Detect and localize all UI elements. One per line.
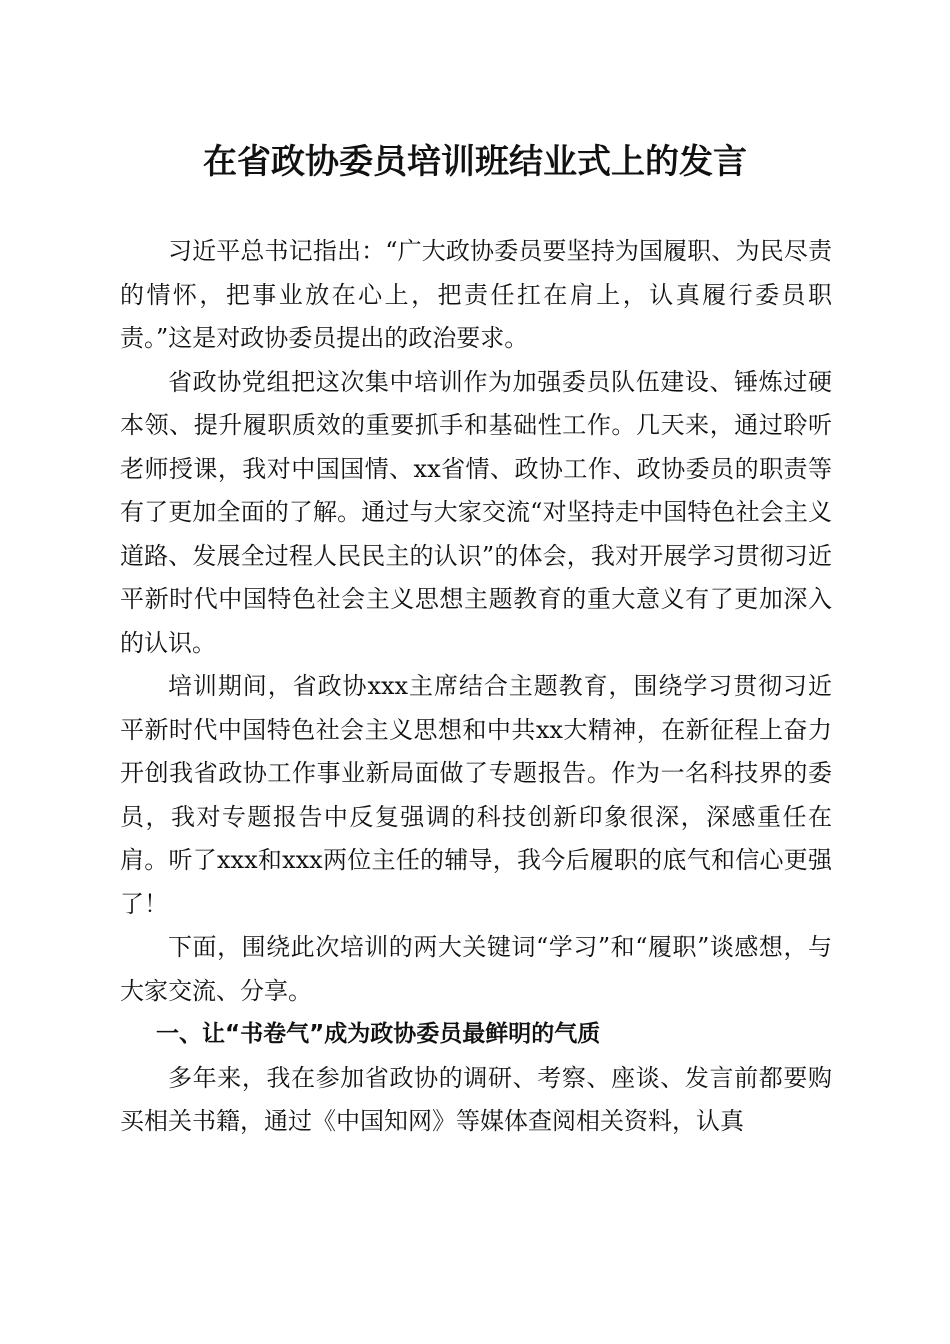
paragraph-quote: 习近平总书记指出：“广大政协委员要坚持为国履职、为民尽责的情怀，把事业放在心上，把责任扛在肩上，认真履行委员职责。”这是对政协委员提出的政治要求。: [120, 237, 832, 352]
paragraph-keywords: 下面，围绕此次培训的两大关键词“学习”和“履职”谈感想，与大家交流、分享。: [120, 933, 832, 1005]
document-title: 在省政协委员培训班结业式上的发言: [203, 142, 747, 182]
section-heading: 一、让“书卷气”成为政协委员最鲜明的气质: [156, 1021, 601, 1047]
document-body: [120, 230, 832, 1144]
paragraph-section-one: 多年来，我在参加省政协的调研、考察、座谈、发言前都要购买相关书籍，通过《中国知网》等媒体查阅相关资料，认真: [120, 1063, 832, 1135]
paragraph-training-overview: 省政协党组把这次集中培训作为加强委员队伍建设、锤炼过硬本领、提升履职质效的重要抓手和基础性工作。几天来，通过聆听老师授课，我对中国国情、xx省情、政协工作、政协委员的职责等有了更加全面的了解。通过与大家交流“对坚持走中国特色社会主义道路、发展全过程人民民主的认识”的体会，我对开展学习贯彻习近平新时代中国特色社会主义思想主题教育的重大意义有了更加深入的认识。: [120, 367, 832, 657]
paragraph-training-report: 培训期间，省政协xxx主席结合主题教育，围绕学习贯彻习近平新时代中国特色社会主义思想和中共xx大精神，在新征程上奋力开创我省政协工作事业新局面做了专题报告。作为一名科技界的委员，我对专题报告中反复强调的科技创新印象很深，深感重任在肩。听了xxx和xxx两位主任的辅导，我今后履职的底气和信心更强了！: [120, 672, 832, 918]
